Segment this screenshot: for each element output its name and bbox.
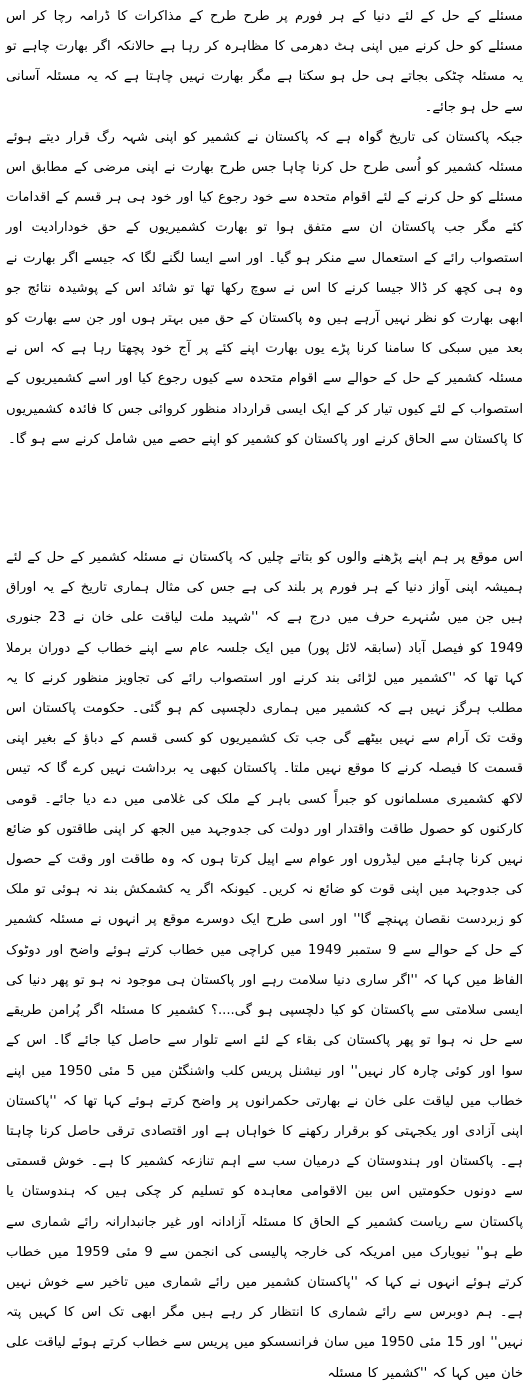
paragraph-1: مسئلے کے حل کے لئے دنیا کے ہر فورم پر طرح طرح کے مذاکرات کا ڈرامہ رچا کر اس مسئلے کو حل کرنے میں اپنی ہٹ دھرمی کا مظاہرہ کر رہا ہے حالانکہ اگر بھارت چاہے تو یہ مسئلہ چٹکی بجاتے ہی حل ہو سکتا ہے مگر بھارت نہیں چاہتا ہے کہ یہ مسئلہ آسانی سے حل ہو جائے۔ bbox=[6, 9, 523, 115]
paragraph-2: جبکہ پاکستان کی تاریخ گواہ ہے کہ پاکستان نے کشمیر کو اپنی شہہ رگ قرار دیتے ہوئے مسئلہ کشمیر کو اُسی طرح حل کرنا چاہا جس طرح بھارت نے اپنی مرضی کے مطابق اس مسئلے کو حل کرنے کے لئے اقوام متحدہ سے خود رجوع کیا اور خود ہی ہر قسم کے اقدامات کئے مگر جب پاکستان ان سے متفق ہوا تو بھارت کشمیریوں کے حق خودارادیت اور استصواب رائے کے استعمال سے منکر ہو گیا۔ اور اسے ایسا لگنے لگا کہ جیسے اگر بھارت نے وہ ہی کچھ کر ڈالا جیسا کرنے کا اس نے سوچ رکھا تھا تو شائد اس کے پوشیدہ نتائج جو ابھی بھارت کو نظر نہیں آرہے ہیں وہ پاکستان کے حق میں بہتر ہوں اور جن سے بھارت کو بعد میں سبکی کا سامنا کرنا پڑے یوں بھارت اپنے کئے پر آج خود پچھتا رہا ہے کہ اس نے مسئلہ کشمیر کے حل کے حوالے سے اقوام متحدہ سے کیوں رجوع کیا اور اسے کشمیریوں کے استصواب کے لئے کیوں تیار کر کے ایک ایسی قرارداد منظور کروائی جس کا فائدہ کشمیریوں کا پاکستان سے الحاق کرنے اور پاکستان کو کشمیر کو اپنے حصے میں شامل کرنے سے ہو گا۔ bbox=[6, 129, 523, 447]
paragraph-3: اس موقع پر ہم اپنے پڑھنے والوں کو بتاتے چلیں کہ پاکستان نے مسئلہ کشمیر کے حل کے لئے ہمیشہ اپنی آواز دنیا کے ہر فورم پر بلند کی ہے جس کی مثال ہماری تاریخ کے یہ اوراق ہیں جن میں سُنہرے حرف میں درج ہے کہ ''شہید ملت لیاقت علی خان نے 23 جنوری 1949 کو فیصل آباد (سابقہ لائل پور) میں ایک جلسہ عام سے اپنے خطاب کے دوران برملا کہا تھا کہ ''کشمیر میں لڑائی بند کرنے اور استصواب رائے کی تجاویز منظور کرنے کا یہ مطلب ہرگز نہیں ہے کہ کشمیر میں ہماری دلچسپی کم ہو گئی۔ حکومت پاکستان اس وقت تک آرام سے نہیں بیٹھے گی جب تک کشمیریوں کو کسی قسم کے دباؤ کے بغیر اپنی قسمت کا فیصلہ کرنے کا موقع نہیں ملتا۔ پاکستان کبھی یہ برداشت نہیں کرے گا کہ تیس لاکھ کشمیری مسلمانوں کو جبراً کسی باہر کے ملک کی غلامی میں دے دیا جائے۔ قومی کارکنوں کو حصول طاقت واقتدار اور دولت کی جدوجہد میں الجھ کر اپنی طاقتوں کو ضائع نہیں کرنا چاہئے میں لیڈروں اور عوام سے اپیل کرتا ہوں کہ وہ طاقت اور وقت کے حصول کی جدوجہد میں اپنی قوت کو ضائع نہ کریں۔ کیونکہ اگر یہ کشمکش بند نہ ہوئی تو ملک کو زبردست نقصان پہنچے گا'' اور اسی طرح ایک دوسرے موقع پر انہوں نے مسئلہ کشمیر کے حل کے حوالے سے 9 ستمبر 1949 میں کراچی میں خطاب کرتے ہوئے واضح اور دوٹوک الفاظ میں کہا کہ ''اگر ساری دنیا سلامت رہے اور پاکستان ہی موجود نہ ہو تو پھر دنیا کی ایسی سلامتی سے پاکستان کو کیا دلچسپی ہو گی....؟ کشمیر کا مسئلہ اگر پُرامن طریقے سے حل نہ ہوا تو پھر پاکستان کی بقاء کے لئے اسے تلوار سے حاصل کیا جائے گا۔ اس کے سوا اور کوئی چارہ کار نہیں'' اور نیشنل پریس کلب واشنگٹن میں 5 مئی 1950 میں اپنے خطاب میں لیاقت علی خان نے بھارتی حکمرانوں پر واضح کرتے ہوئے کہا تھا کہ ''پاکستان اپنی آزادی اور یکجہتی کو برقرار رکھنے کا خواہاں ہے اور اقتصادی ترقی حاصل کرنا چاہتا ہے۔ پاکستان اور ہندوستان کے درمیان سب سے اہم تنازعہ کشمیر کا ہے۔ خوش قسمتی سے دونوں حکومتیں اس بین الاقوامی معاہدہ کو تسلیم کر چکی ہیں کہ ہندوستان یا پاکستان سے ریاست کشمیر کے الحاق کا مسئلہ آزادانہ اور غیر جانبدارانہ رائے شماری سے طے ہو'' نیویارک میں امریکہ کی خارجہ پالیسی کی انجمن سے 9 مئی 1959 میں خطاب کرتے ہوئے انہوں نے کہا کہ ''پاکستان کشمیر میں رائے شماری میں تاخیر سے خوش نہیں ہے۔ ہم دوبرس سے رائے شماری کا انتظار کر رہے ہیں مگر ابھی تک اس کا کہیں پتہ نہیں'' اور 15 مئی 1950 میں سان فرانسسکو میں پریس سے خطاب کرتے ہوئے لیاقت علی خان میں کہا کہ ''کشمیر کا مسئلہ bbox=[6, 550, 524, 1381]
paragraph-spacer bbox=[6, 455, 523, 543]
